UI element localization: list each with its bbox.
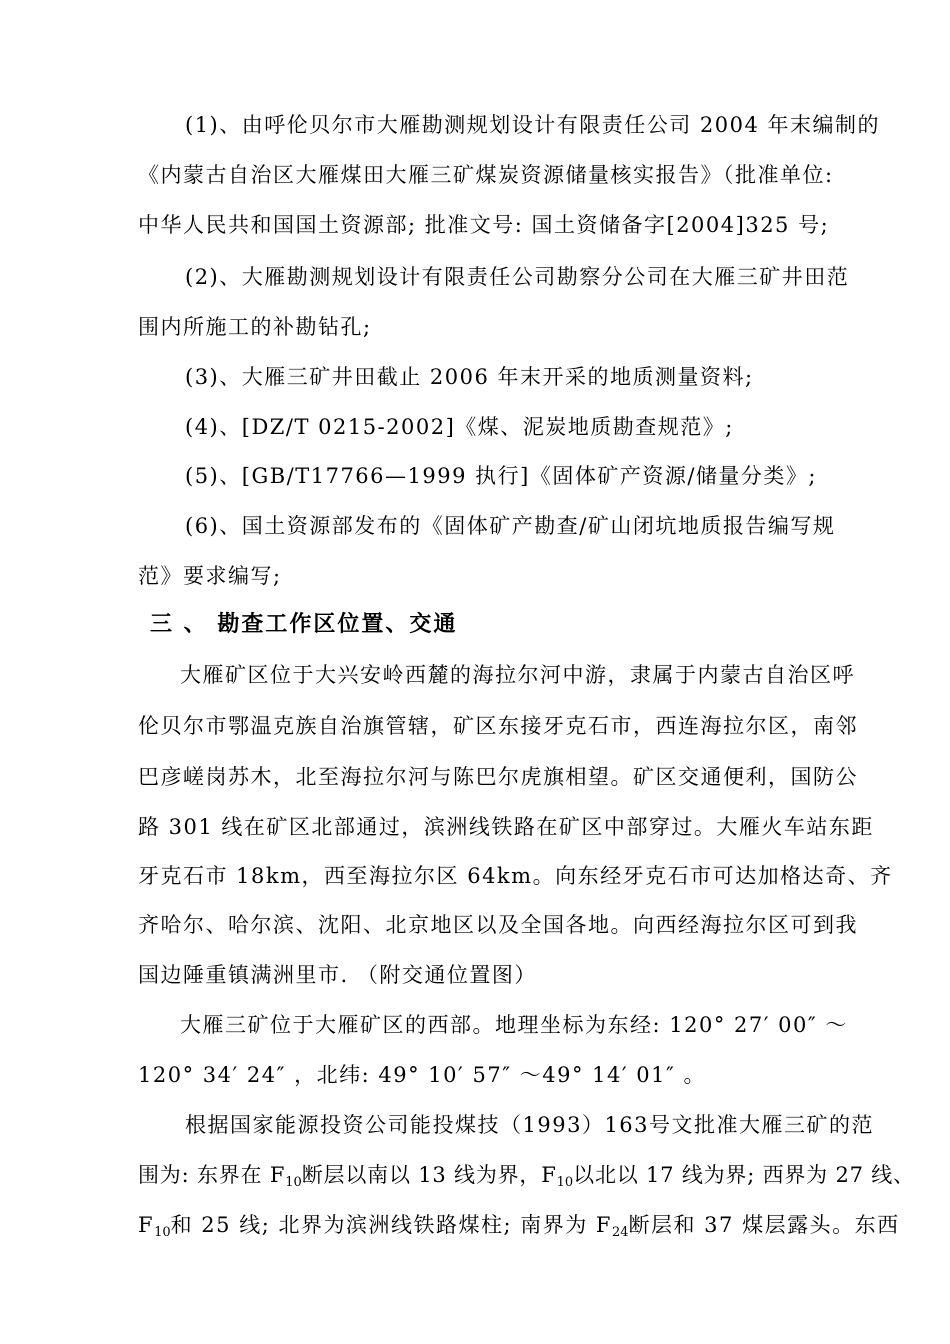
paragraph-1-line-3: 巴彦嵯岗苏木，北至海拉尔河与陈巴尔虎旗相望。矿区交通便利，国防公 [138,765,858,789]
p3-line3-part-c: 断层和 37 煤层露头。东西 [628,1213,900,1237]
ref-1-line-3: 中华人民共和国国土资源部; 批准文号: 国土资储备字[2004]325 号; [138,213,830,237]
paragraph-1-line-2: 伦贝尔市鄂温克族自治旗管辖，矿区东接牙克石市，西连海拉尔区，南邻 [138,714,858,738]
p3-line3-part-a: F [138,1213,155,1237]
p3-line2-part-b: 断层以南以 13 线为界，F [301,1163,557,1187]
paragraph-2-line-1: 大雁三矿位于大雁矿区的西部。地理坐标为东经: 120° 27′ 00″ ～ [180,1013,848,1037]
p3-line3-subscript-1: 10 [154,1225,171,1240]
paragraph-3-line-1: 根据国家能源投资公司能投煤技（1993）163号文批准大雁三矿的范 [185,1113,875,1137]
ref-6-line-1: (6)、国土资源部发布的《固体矿产勘查/矿山闭坑地质报告编写规 [185,514,836,538]
p3-line3-subscript-2: 24 [611,1225,629,1240]
ref-5-line-1: (5)、[GB/T17766—1999 执行]《固体矿产资源/储量分类》; [185,464,817,488]
ref-1-line-1: (1)、由呼伦贝尔市大雁勘测规划设计有限责任公司 2004 年末编制的 [185,113,881,137]
p3-line2-part-c: 以北以 17 线为界; 西界为 27 线、 [573,1163,915,1187]
p3-line2-part-a: 围为: 东界在 F [138,1163,286,1187]
paragraph-1-line-5: 牙克石市 18km，西至海拉尔区 64km。向东经牙克石市可达加格达奇、齐 [138,864,893,888]
ref-2-line-1: (2)、大雁勘测规划设计有限责任公司勘察分公司在大雁三矿井田范 [185,265,850,289]
p3-line2-subscript-1: 10 [285,1175,302,1190]
p3-line3-part-b: 和 25 线; 北界为滨洲线铁路煤柱; 南界为 F [170,1213,612,1237]
paragraph-2-line-2: 120° 34′ 24″ ，北纬: 49° 10′ 57″ ～49° 14′ 01″ 。 [138,1063,707,1087]
ref-1-line-2: 《内蒙古自治区大雁煤田大雁三矿煤炭资源储量核实报告》（批准单位: [138,163,834,187]
paragraph-1-line-6: 齐哈尔、哈尔滨、沈阳、北京地区以及全国各地。向西经海拉尔区可到我 [138,913,858,937]
paragraph-3-line-2 [138,1160,915,1198]
paragraph-3-line-3 [138,1210,900,1248]
ref-2-line-2: 围内所施工的补勘钻孔; [138,315,372,339]
ref-3-line-1: (3)、大雁三矿井田截止 2006 年末开采的地质测量资料; [185,365,754,389]
ref-4-line-1: (4)、[DZ/T 0215-2002]《煤、泥炭地质勘查规范》; [185,415,734,439]
p3-line2-subscript-2: 10 [556,1175,574,1190]
ref-6-line-2: 范》要求编写; [138,564,282,588]
paragraph-1-line-7: 国边陲重镇满洲里市. （附交通位置图） [138,963,537,987]
section-3-heading: 三 、 勘查工作区位置、交通 [150,612,458,637]
paragraph-1-line-4: 路 301 线在矿区北部通过，滨洲线铁路在矿区中部穿过。大雁火车站东距 [138,815,874,839]
paragraph-1-line-1: 大雁矿区位于大兴安岭西麓的海拉尔河中游，隶属于内蒙古自治区呼 [180,663,855,687]
